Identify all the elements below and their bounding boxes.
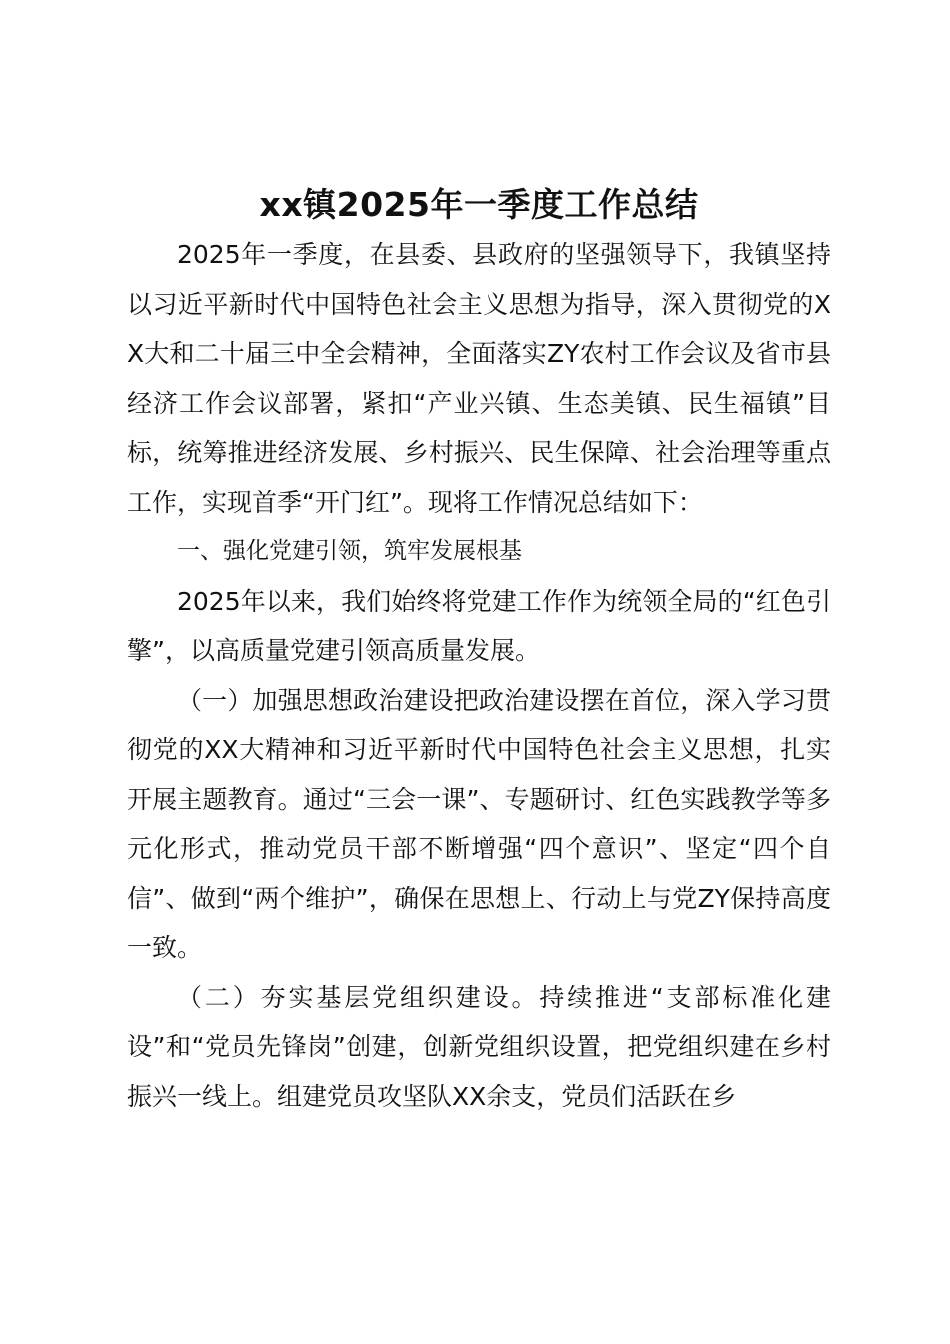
subsection-2-paragraph: （二）夯实基层党组织建设。持续推进“支部标准化建设”和“党员先锋岗”创建，创新党组织设置，把党组织建在乡村振兴一线上。组建党员攻坚队XX余支，党员们活跃在乡 (127, 982, 831, 1111)
intro-paragraph: 2025年一季度，在县委、县政府的坚强领导下，我镇坚持以习近平新时代中国特色社会主义思想为指导，深入贯彻党的XX大和二十届三中全会精神，全面落实ZY农村工作会议及省市县经济工作会议部署，紧扣“产业兴镇、生态美镇、民生福镇”目标，统筹推进经济发展、乡村振兴、民生保障、社会治理等重点工作，实现首季“开门红”。现将工作情况总结如下： (127, 240, 831, 517)
section-intro-paragraph: 2025年以来，我们始终将党建工作作为统领全局的“红色引擎”，以高质量党建引领高质量发展。 (127, 586, 831, 665)
section-heading: 一、强化党建引领，筑牢发展根基 (177, 538, 522, 564)
subsection-1-paragraph: （一）加强思想政治建设把政治建设摆在首位，深入学习贯彻党的XX大精神和习近平新时代中国特色社会主义思想，扎实开展主题教育。通过“三会一课”、专题研讨、红色实践教学等多元化形式，推动党员干部不断增强“四个意识”、坚定“四个自信”、做到“两个维护”，确保在思想上、行动上与党ZY保持高度一致。 (127, 685, 831, 962)
document-page (127, 180, 831, 1121)
document-title: xx镇2025年一季度工作总结 (259, 185, 699, 224)
